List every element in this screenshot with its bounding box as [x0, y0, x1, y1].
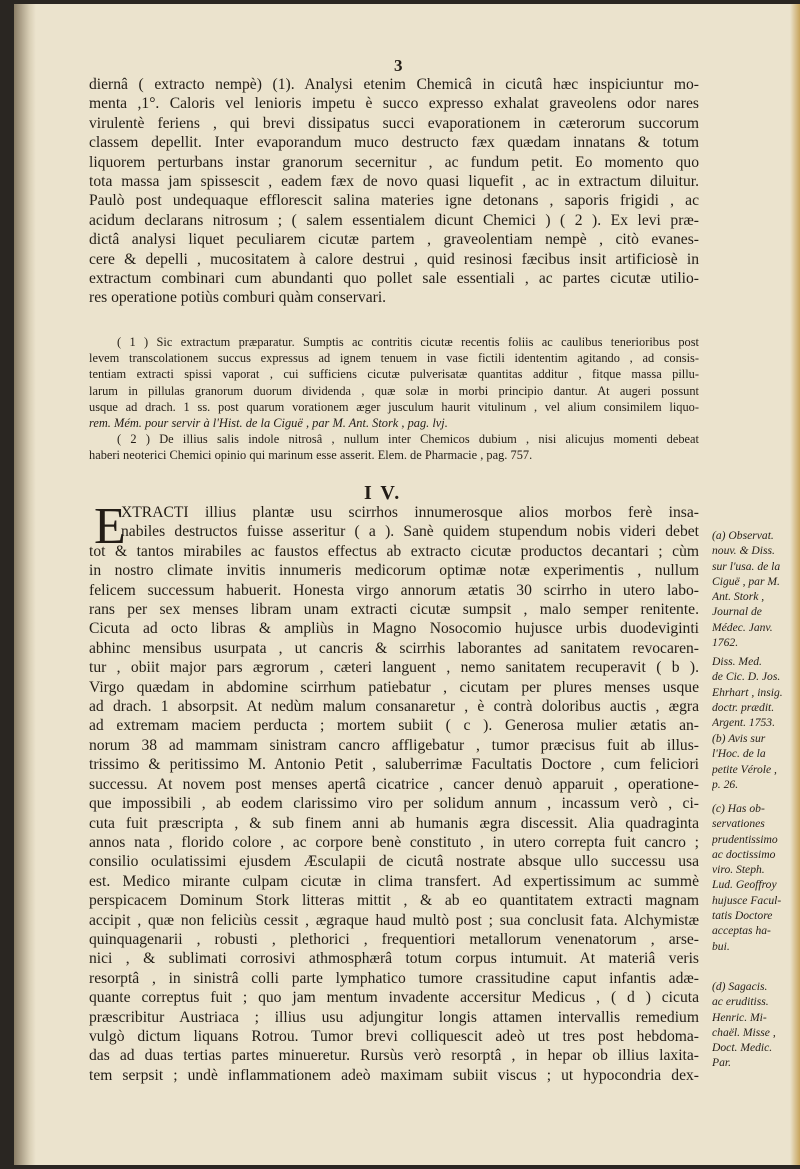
text-line: das ad duas tertias partes minueretur. Rursùs verò resorptâ , in hepar ob illius laxita- — [89, 1047, 699, 1065]
text-line: cere & depelli , mucositatem à calore destrui , quid resinosi fæcibus insit artificiosè in — [89, 250, 699, 268]
text-line: res operatione potiùs comburi quàm conservari. — [89, 289, 387, 307]
margin-line: p. 26. — [712, 777, 739, 791]
footnote-line: haberi neoterici Chemici opinio qui marinum esse asserit. Elem. de Pharmacie , pag. 757. — [89, 448, 533, 463]
margin-note-d — [712, 979, 798, 1071]
footnote-line: levem transcolationem succus expressus ad ignem tenuem in vase fictili idententim agitando , ad consis- — [89, 351, 699, 366]
text-line: resorptâ , in sinistrâ colli parte lymphatico tumore crassitudine caput infantis adæ- — [89, 969, 699, 987]
margin-line: Par. — [712, 1056, 732, 1070]
paragraph-analysis — [89, 75, 699, 308]
margin-note-a — [712, 528, 798, 650]
margin-line: Diss. Med. — [712, 655, 762, 668]
footnote-line: rem. Mém. pour servir à l'Hist. de la Ciguë , par M. Ant. Stork , pag. lvj. — [89, 416, 448, 431]
text-line: Cicuta ad octo libras & ampliùs in Magno Nosocomio hujusce urbis duodeviginti — [89, 620, 699, 638]
text-line: tur , obiit major pars ægrorum , cæteri languent , nemo sanitatem recuperavit ( b ). — [89, 659, 699, 677]
margin-line: ac doctissimo — [712, 847, 776, 861]
page-gutter — [14, 4, 36, 1165]
text-line: felicem successum habuerit. Honesta virgo annorum ætatis 30 scirrho in utero labo- — [89, 581, 699, 599]
text-line: classem depellit. Inter evaporandum muco destructo fæx quædam innatans & totum — [89, 134, 699, 152]
margin-line: sur l'usa. de la — [712, 559, 781, 573]
margin-line: chaël. Misse , — [712, 1025, 776, 1039]
margin-line: hujusce Facul- — [712, 893, 782, 907]
margin-note-diss — [712, 654, 798, 730]
text-line: nabiles destructos fuisse asseritur ( a ). Sanè quidem stupendum nobis videri debet — [121, 523, 699, 541]
margin-line: l'Hoc. de la — [712, 747, 766, 761]
text-line: præscribitur Austriaca ; illius usu adjungitur longis attamen intervallis remedium — [89, 1008, 699, 1026]
footnote-line: tentiam extracti spissi vaporat , cui sufficiens cicutæ pulverisatæ quantitas additur , fitque massa pillu- — [89, 367, 699, 382]
margin-line: (b) Avis sur — [712, 732, 766, 745]
margin-line: Médec. Janv. — [712, 620, 773, 634]
margin-line: ac eruditiss. — [712, 995, 769, 1009]
text-line: quante correptus fuit ; quo jam mentum invadente accersitur Medicus , ( d ) cicuta — [89, 989, 699, 1007]
margin-line: Ciguë , par M. — [712, 574, 780, 588]
margin-line: Doct. Medic. — [712, 1041, 773, 1055]
paragraph-section-iv — [89, 498, 699, 1085]
margin-line: nouv. & Diss. — [712, 544, 775, 558]
margin-line: Ant. Stork , — [712, 590, 765, 604]
text-line: vulgò dictum liquans Rotrou. Tumor brevi colliquescit adeò ut tres post hebdoma- — [89, 1027, 699, 1045]
footnote-line: ( 2 ) De illius salis indole nitrosâ , nullum inter Chemicos dubium , nisi alicujus momenti debeat — [117, 432, 699, 447]
margin-line: 1762. — [712, 636, 739, 650]
text-line: successu. At novem post menses apertâ cicatrice , cancer denuò apparuit , operatione- — [89, 775, 699, 793]
book-page — [14, 4, 800, 1165]
text-line: abhinc mensibus usurpata , ut cancris & scirrhis laborantes ad sanitatem revocaren- — [89, 639, 699, 657]
section-heading: I V. — [364, 482, 402, 504]
margin-line: tatis Doctore — [712, 909, 773, 923]
text-line: accipit , quæ non feliciùs cessit , ægraque haud multò post ; sua conclusit fata. Alchymistæ — [89, 911, 699, 929]
text-line: ad drach. 1 absorpsit. At nedùm malum consanaretur , è contrà doloribus auctis , ægra — [89, 698, 699, 716]
margin-line: petite Vérole , — [712, 762, 777, 776]
margin-line: Journal de — [712, 605, 762, 619]
text-line: est. Medico mirante culpam cicutæ in clima transfert. Ad expertissimum ac summè — [89, 872, 699, 890]
margin-line: de Cic. D. Jos. — [712, 670, 781, 684]
footnote-line: usque ad drach. 1 ss. post quarum vorationem æger jusculum haurit vitulinum , vel alium consimilem liquo- — [89, 399, 699, 414]
footnote-line: ( 1 ) Sic extractum præparatur. Sumptis ac contritis cicutæ recentis foliis ac caulibus tenerioribus post — [117, 335, 699, 349]
text-line: nici , & sublimati corrosivi athmosphærâ totum corpus intumuit. At materiâ veris — [89, 950, 699, 968]
text-line: tot & tantos mirabiles ac faustos effectus ab extracto cicutæ productos decantari ; cùm — [89, 542, 699, 560]
text-line: annos nata , florido colore , ac corpore benè constituto , in utero correpta fuit cancro ; — [89, 833, 699, 851]
text-line: tem serpsit ; undè inflammationem adeò maximam subiit viscus ; ut hypocondria dex- — [89, 1066, 699, 1084]
text-line: virulentè feriens , qui brevi dissipatus succi evaporationem in cæterorum succorum — [89, 114, 699, 132]
text-line: liquorem perturbans instar granorum secernitur , ac fundum petit. Eo momento quo — [89, 153, 699, 171]
text-line: tota massa jam spissescit , eadem fæx de novo quasi liquefit , ac in extractum diluitur. — [89, 173, 699, 191]
margin-note-c — [712, 801, 798, 954]
margin-line: Argent. 1753. — [712, 716, 776, 730]
text-line: perspicacem Dominum Stork litteras mittit , & ab eo quantitatem extracti magnam — [89, 892, 699, 910]
text-line: extractum combinari cum abundanti quo pollet sale essentiali , ac partes cicutæ utilio- — [89, 270, 699, 288]
margin-line: Henric. Mi- — [712, 1010, 767, 1024]
margin-line: Ehrhart , insig. — [712, 685, 783, 699]
margin-line: (c) Has ob- — [712, 802, 765, 815]
text-line: Paulò post undequaque efflorescit salina materies igne detonans , saporis frigidi , ac — [89, 192, 699, 210]
text-line: in nostro climate invitis innumeris medicorum optimæ notæ experimentis , nullum — [89, 562, 699, 580]
margin-note-b — [712, 731, 798, 792]
margin-line: viro. Steph. — [712, 863, 765, 877]
margin-line: (d) Sagacis. — [712, 980, 768, 993]
text-line: XTRACTI illius plantæ usu scirrhos innumerosque alios morbos ferè insa- — [121, 504, 699, 521]
text-line: diernâ ( extracto nempè) (1). Analysi etenim Chemicâ in cicutâ hæc inspiciuntur mo- — [89, 76, 699, 93]
margin-line: prudentissimo — [712, 832, 778, 846]
margin-line: (a) Observat. — [712, 529, 774, 542]
text-line: rans per sex menses libram unam extracti cicutæ sumpsit , malo semper renitente. — [89, 601, 699, 619]
text-line: cuta fuit præscripta , & sub finem anni ab humanis ægra discessit. Alia quadraginta — [89, 814, 699, 832]
margin-line: acceptas ha- — [712, 924, 771, 938]
text-line: que impossibili , ab eodem clarissimo viro per solidum annum , incassum verò , ci- — [89, 795, 699, 813]
text-line: Virgo quædam in abdomine scirrhum patiebatur , cicutam per plures menses usque — [89, 678, 699, 696]
margin-line: Lud. Geoffroy — [712, 878, 777, 892]
text-line: norum 38 ad mammam sinistram cancro affligebatur , tumor præcisus fuit ab illus- — [89, 736, 699, 754]
drop-cap: E — [94, 498, 126, 555]
page-number: 3 — [394, 56, 403, 75]
margin-line: bui. — [712, 939, 730, 953]
text-line: acidum declarans nitrosum ; ( salem essentialem dicunt Chemici ) ( 2 ). Ex levi præ- — [89, 211, 699, 229]
text-line: consilio oculatissimi ejusdem Æsculapii de cicutâ nostrate absque ullo successu usa — [89, 853, 699, 871]
text-line: quinquagenarii , robusti , plethorici , frequentiori metallorum venenatorum , arse- — [89, 930, 699, 948]
text-line: trissimo & peritissimo M. Antonio Petit , saluberrimæ Facultatis Doctore , cum feliciori — [89, 756, 699, 774]
text-line: dictâ analysi liquet peculiarem cicutæ partem , graveolentiam nempè , citò evanes- — [89, 231, 699, 249]
footnotes — [89, 334, 699, 464]
footnote-line: larum in pillulas granorum duorum dividenda , quæ solæ in morbi principio dantur. At augeri possunt — [89, 383, 699, 398]
text-line: menta ,1°. Caloris vel lenioris impetu è succo expresso exhalat graveolens odor nares — [89, 95, 699, 113]
margin-line: servationes — [712, 817, 765, 831]
text-line: ad extremam maciem perducta ; mortem subiit ( c ). Generosa mulier ætatis an- — [89, 717, 699, 735]
margin-line: doctr. prædit. — [712, 700, 775, 714]
